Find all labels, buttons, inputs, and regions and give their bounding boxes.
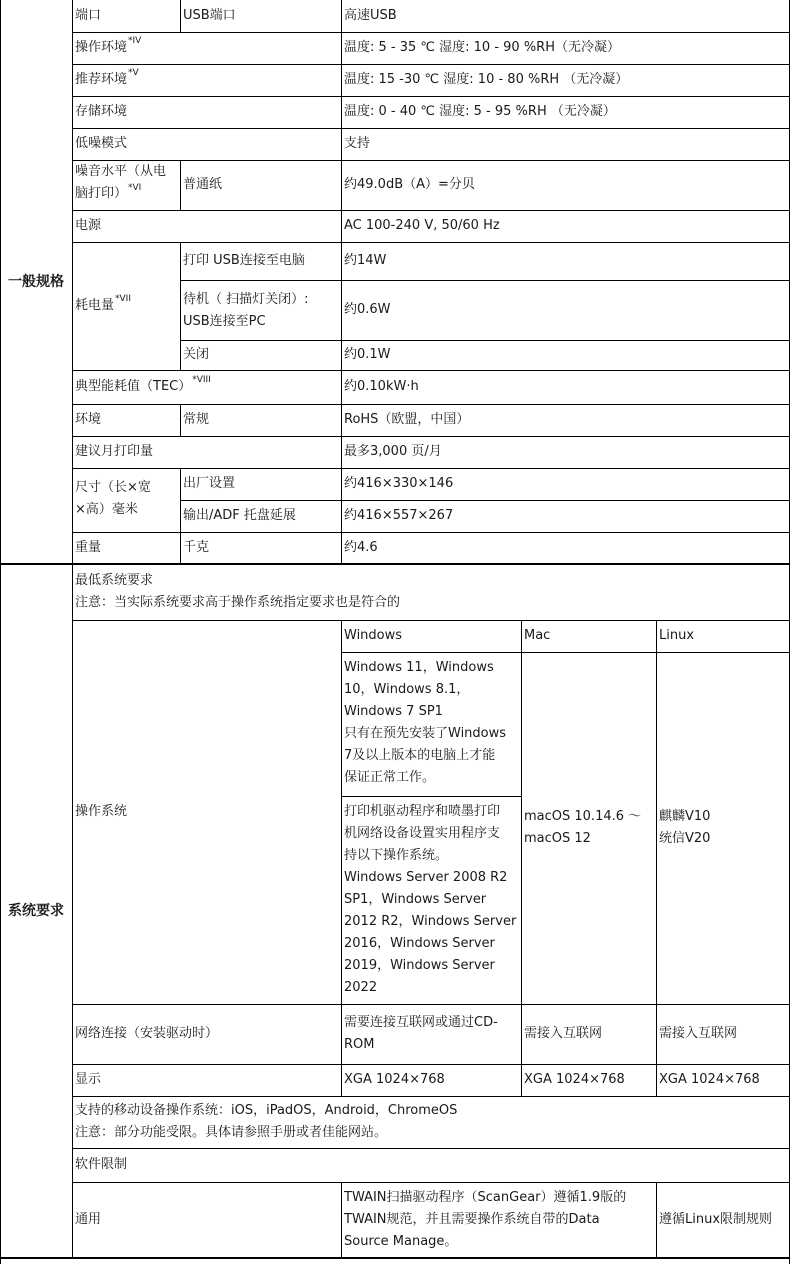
row-env-value: RoHS（欧盟，中国） (344, 412, 470, 427)
row-network-label: 网络连接（安装驱动时） (75, 1026, 219, 1041)
row-cons-off-label: 关闭 (183, 347, 210, 362)
os-linux: 麒麟V10 统信V20 (659, 809, 711, 846)
os-windows-server: 打印机驱动程序和喷墨打印 机网络设备设置实用程序支 持以下操作系统。 Windows Server 2008 R2 SP1，Windows Server 2012 R2，Windows Server 2016，Windows Server 2019，Windows Server 2022 (344, 804, 517, 995)
row-min-requirements: 最低系统要求 注意：当实际系统要求高于操作系统指定要求也是符合的 (75, 573, 401, 610)
row-dim-ext-value: 约416×557×267 (344, 508, 454, 523)
grid-line (341, 652, 790, 653)
col-header-mac: Mac (524, 628, 551, 643)
row-port-sub: USB端口 (183, 8, 236, 23)
row-noise-label: 噪音水平（从电 脑打印）$^{*VI}$ (75, 164, 167, 201)
row-network-windows: 需要连接互联网或通过CD- ROM (344, 1015, 498, 1052)
row-linux-rule: 遵循Linux限制规则 (659, 1212, 773, 1227)
grid-line (0, 0, 1, 1264)
row-cons-standby-value: 约0.6W (344, 302, 391, 317)
row-port-value: 高速USB (344, 8, 397, 23)
row-rec-env-value: 温度: 15 -30 ℃ 湿度: 10 - 80 %RH （无冷凝） (344, 72, 629, 87)
row-general-label: 通用 (75, 1212, 102, 1227)
grid-line (72, 32, 790, 33)
grid-line (72, 370, 790, 371)
row-display-label: 显示 (75, 1072, 102, 1087)
grid-line (72, 1004, 790, 1005)
grid-line (180, 468, 181, 564)
grid-line (72, 620, 790, 621)
row-rec-env-label: 推荐环境 *V (75, 68, 139, 87)
row-noise-value: 约49.0dB（A）=分贝 (344, 177, 475, 192)
row-twain: TWAIN扫描驱动程序（ScanGear）遵循1.9版的 TWAIN规范，并且需要操作系统自带的Data Source Manage。 (344, 1190, 627, 1249)
row-tec-value: 约0.10kW·h (344, 379, 419, 394)
col-header-linux: Linux (659, 628, 695, 643)
grid-line (656, 1182, 657, 1258)
row-display-mac: XGA 1024×768 (524, 1072, 625, 1087)
grid-line (180, 404, 181, 436)
grid-line (180, 500, 790, 501)
grid-line (72, 1064, 790, 1065)
row-dim-label: 尺寸（长×宽 ×高）毫米 (75, 480, 151, 517)
os-mac: macOS 10.14.6 ～ macOS 12 (524, 809, 642, 846)
row-env-sub: 常规 (183, 412, 210, 427)
row-os-label: 操作系统 (75, 804, 128, 819)
row-op-env-label: 操作环境 *IV (75, 36, 142, 55)
grid-line (341, 796, 521, 797)
grid-line (72, 128, 790, 129)
row-dim-factory-label: 出厂设置 (183, 476, 236, 491)
row-port-label: 端口 (75, 8, 102, 23)
grid-line (0, 1257, 790, 1259)
os-windows-client: Windows 11，Windows 10，Windows 8.1， Windows 7 SP1 只有在预先安装了Windows 7及以上版本的电脑上才能 保证正常工作。 (344, 660, 507, 785)
grid-line (341, 620, 342, 1096)
row-power-label: 电源 (75, 218, 102, 233)
row-weight-sub: 千克 (183, 540, 210, 555)
grid-line (180, 280, 790, 281)
grid-line (72, 436, 790, 437)
grid-line (656, 620, 657, 1096)
row-consumption-label: 耗电量 *VII (75, 294, 131, 313)
row-mobile-os: 支持的移动设备操作系统：iOS，iPadOS，Android，ChromeOS 注意：部分功能受限。具体请参照手册或者佳能网站。 (75, 1103, 458, 1140)
grid-line (72, 96, 790, 97)
row-display-windows: XGA 1024×768 (344, 1072, 445, 1087)
row-quiet-label: 低噪模式 (75, 136, 128, 151)
grid-line (180, 340, 790, 341)
grid-line (72, 1096, 790, 1097)
row-op-env-value: 温度: 5 - 35 ℃ 湿度: 10 - 90 %RH（无冷凝） (344, 40, 620, 55)
row-weight-label: 重量 (75, 540, 102, 555)
row-storage-label: 存储环境 (75, 104, 128, 119)
grid-line (72, 1148, 790, 1149)
col-header-windows: Windows (344, 628, 403, 643)
row-cons-print-value: 约14W (344, 253, 387, 268)
grid-line (72, 242, 790, 243)
row-tec-label: 典型能耗值（TEC） *VIII (75, 375, 211, 394)
row-storage-value: 温度: 0 - 40 ℃ 湿度: 5 - 95 %RH （无冷凝） (344, 104, 616, 119)
row-env-label: 环境 (75, 412, 102, 427)
grid-line (341, 1182, 342, 1258)
grid-line (72, 404, 790, 405)
grid-line (72, 0, 73, 1258)
grid-line (72, 1182, 790, 1183)
row-monthly-label: 建议月打印量 (75, 444, 154, 459)
row-cons-off-value: 约0.1W (344, 347, 391, 362)
grid-line (72, 160, 790, 161)
row-software-limits: 软件限制 (75, 1157, 128, 1172)
grid-line (521, 620, 522, 1096)
grid-line (0, 563, 790, 565)
row-cons-print-label: 打印 USB连接至电脑 (183, 253, 305, 268)
row-network-linux: 需接入互联网 (659, 1026, 738, 1041)
grid-line (180, 160, 181, 210)
grid-line (341, 0, 342, 564)
grid-line (72, 468, 790, 469)
grid-line (72, 210, 790, 211)
grid-line (180, 0, 181, 32)
row-cons-standby-label: 待机（ 扫描灯关闭）: USB连接至PC (183, 292, 309, 329)
row-dim-ext-label: 输出/ADF 托盘延展 (183, 508, 296, 523)
row-quiet-value: 支持 (344, 136, 371, 151)
section-system: 系统要求 (8, 903, 64, 919)
row-noise-sub: 普通纸 (183, 177, 223, 192)
row-monthly-value: 最多3,000 页/月 (344, 444, 442, 459)
row-dim-factory-value: 约416×330×146 (344, 476, 454, 491)
grid-line (72, 532, 790, 533)
row-weight-value: 约4.6 (344, 540, 378, 555)
grid-line (72, 64, 790, 65)
grid-line (180, 242, 181, 370)
section-general: 一般规格 (8, 274, 64, 290)
row-network-mac: 需接入互联网 (524, 1026, 603, 1041)
row-power-value: AC 100-240 V, 50/60 Hz (344, 218, 500, 233)
row-display-linux: XGA 1024×768 (659, 1072, 760, 1087)
